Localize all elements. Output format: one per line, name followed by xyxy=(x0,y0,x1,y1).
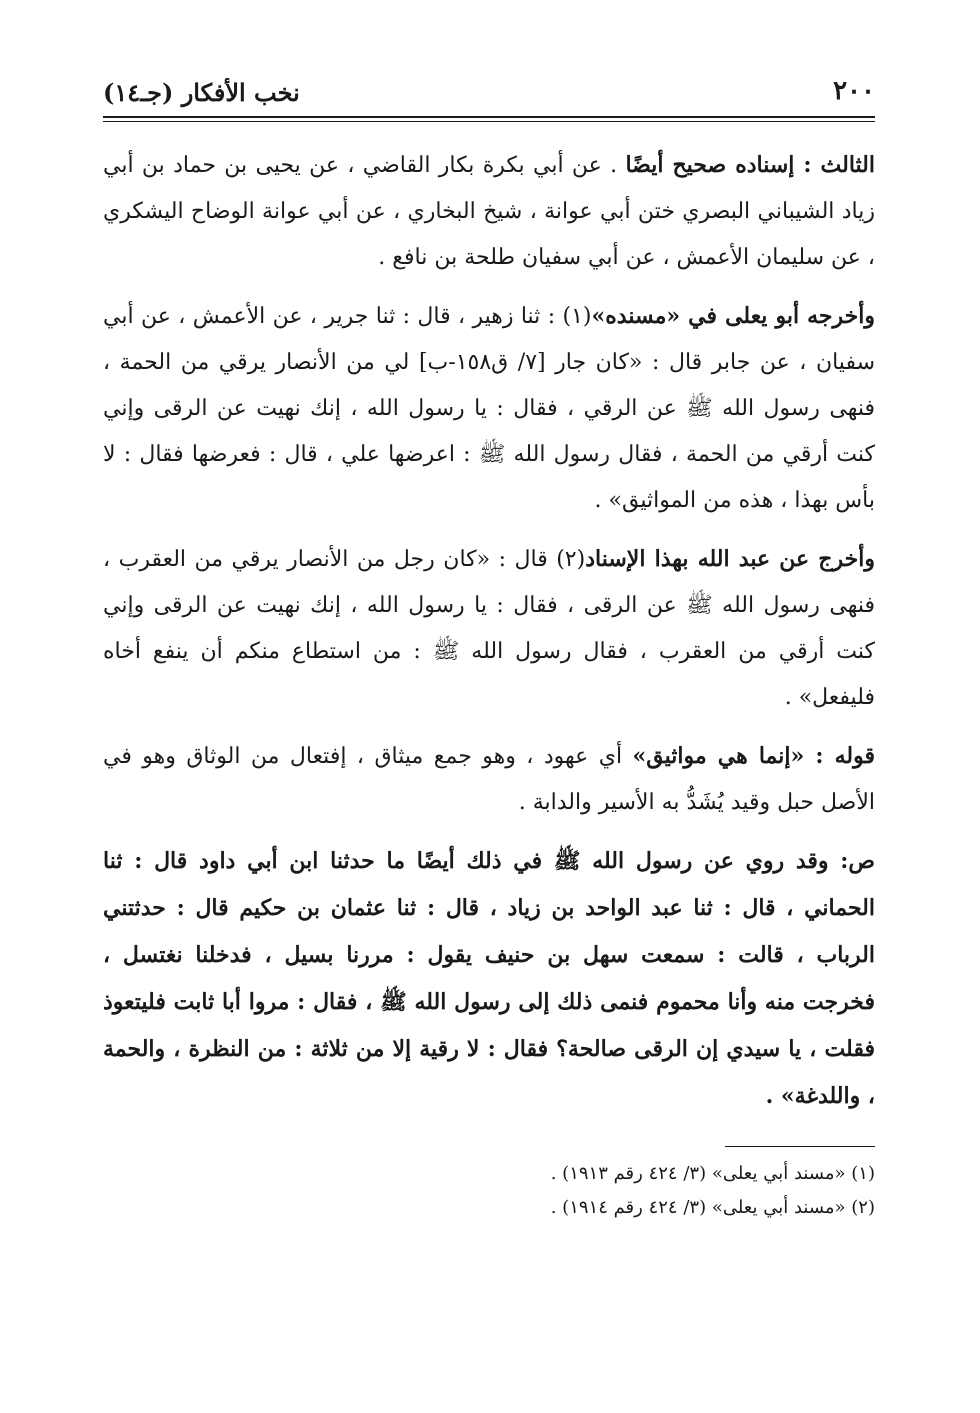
header-rule xyxy=(103,116,875,122)
footnote-2: (٢) «مسند أبي يعلى» (٣/ ٤٢٤ رقم ١٩١٤) . xyxy=(550,1197,875,1218)
page-header xyxy=(103,72,875,112)
running-title: نخب الأفكار (جـ١٤) xyxy=(103,78,300,107)
paragraph-3 xyxy=(103,536,875,721)
paragraph-4 xyxy=(103,733,875,826)
paragraph-1-lead: الثالث : إسناده صحيح أيضًا xyxy=(625,152,876,178)
main-text xyxy=(103,142,875,1120)
paragraph-4-text: أي عهود ، وهو جمع ميثاق ، إفتعال من الوثاق وهو في الأصل حبل وقيد يُشَدُّ به الأسير والدابة . xyxy=(103,744,875,815)
paragraph-5 xyxy=(103,838,875,1120)
paragraph-3-lead: وأخرج عن عبد الله بهذا الإسناد xyxy=(585,546,875,572)
paragraph-2-text: (١) : ثنا زهير ، قال : ثنا جرير ، عن الأعمش ، عن أبي سفيان ، عن جابر قال : «كان جار [٧/ ق١٥٨-ب] لي من الأنصار يرقي من الحمة ، فنهى رسول الله ﷺ عن الرقي ، فقال : يا رسول الله ، إنك نهيت عن الرقى وإني كنت أرقي من الحمة ، فقال رسول الله ﷺ : اعرضها علي ، قال : فعرضها فقال : لا بأس بهذا ، هذه من المواثيق» . xyxy=(103,304,876,513)
paragraph-2 xyxy=(103,293,875,524)
paragraph-1-text: . عن أبي بكرة بكار القاضي ، عن يحيى بن حماد بن أبي زياد الشيباني البصري ختن أبي عوانة ، شيخ البخاري ، عن أبي عوانة الوضاح اليشكري ، عن سليمان الأعمش ، عن أبي سفيان طلحة بن نافع . xyxy=(103,153,875,270)
footnote-rule xyxy=(725,1146,875,1147)
paragraph-5-lead: ص: وقد روي عن رسول الله ﷺ في ذلك أيضًا ما حدثنا ابن أبي داود قال : ثنا الحماني ، قال : ثنا عبد الواحد بن زياد ، قال : ثنا عثمان بن حكيم قال : حدثتني الرباب ، قالت : سمعت سهل بن حنيف يقول : مررنا بسيل ، فدخلنا نغتسل ، فخرجت منه وأنا محموم فنمى ذلك إلى رسول الله ﷺ ، فقال : مروا أبا ثابت فليتعوذ فقلت ، يا سيدي إن الرقى صالحة؟ فقال : لا رقية إلا من ثلاثة : من النظرة ، والحمة ، واللدغة» . xyxy=(103,848,875,1109)
page-number: ٢٠٠ xyxy=(833,76,875,106)
footnote-1: (١) «مسند أبي يعلى» (٣/ ٤٢٤ رقم ١٩١٣) . xyxy=(550,1163,875,1184)
paragraph-3-text: (٢) قال : «كان رجل من الأنصار يرقي من العقرب ، فنهى رسول الله ﷺ عن الرقى ، فقال : يا رسول الله ، إنك نهيت عن الرقى وإني كنت أرقي من العقرب ، فقال رسول الله ﷺ : من استطاع منكم أن ينفع أخاه فليفعل» . xyxy=(103,547,875,710)
paragraph-2-lead: وأخرجه أبو يعلى في «مسنده» xyxy=(591,303,875,329)
document-page xyxy=(103,72,875,1372)
paragraph-4-lead: قوله : «إنما هي مواثيق» xyxy=(632,743,875,769)
paragraph-1 xyxy=(103,142,875,281)
footnotes xyxy=(103,1157,875,1225)
